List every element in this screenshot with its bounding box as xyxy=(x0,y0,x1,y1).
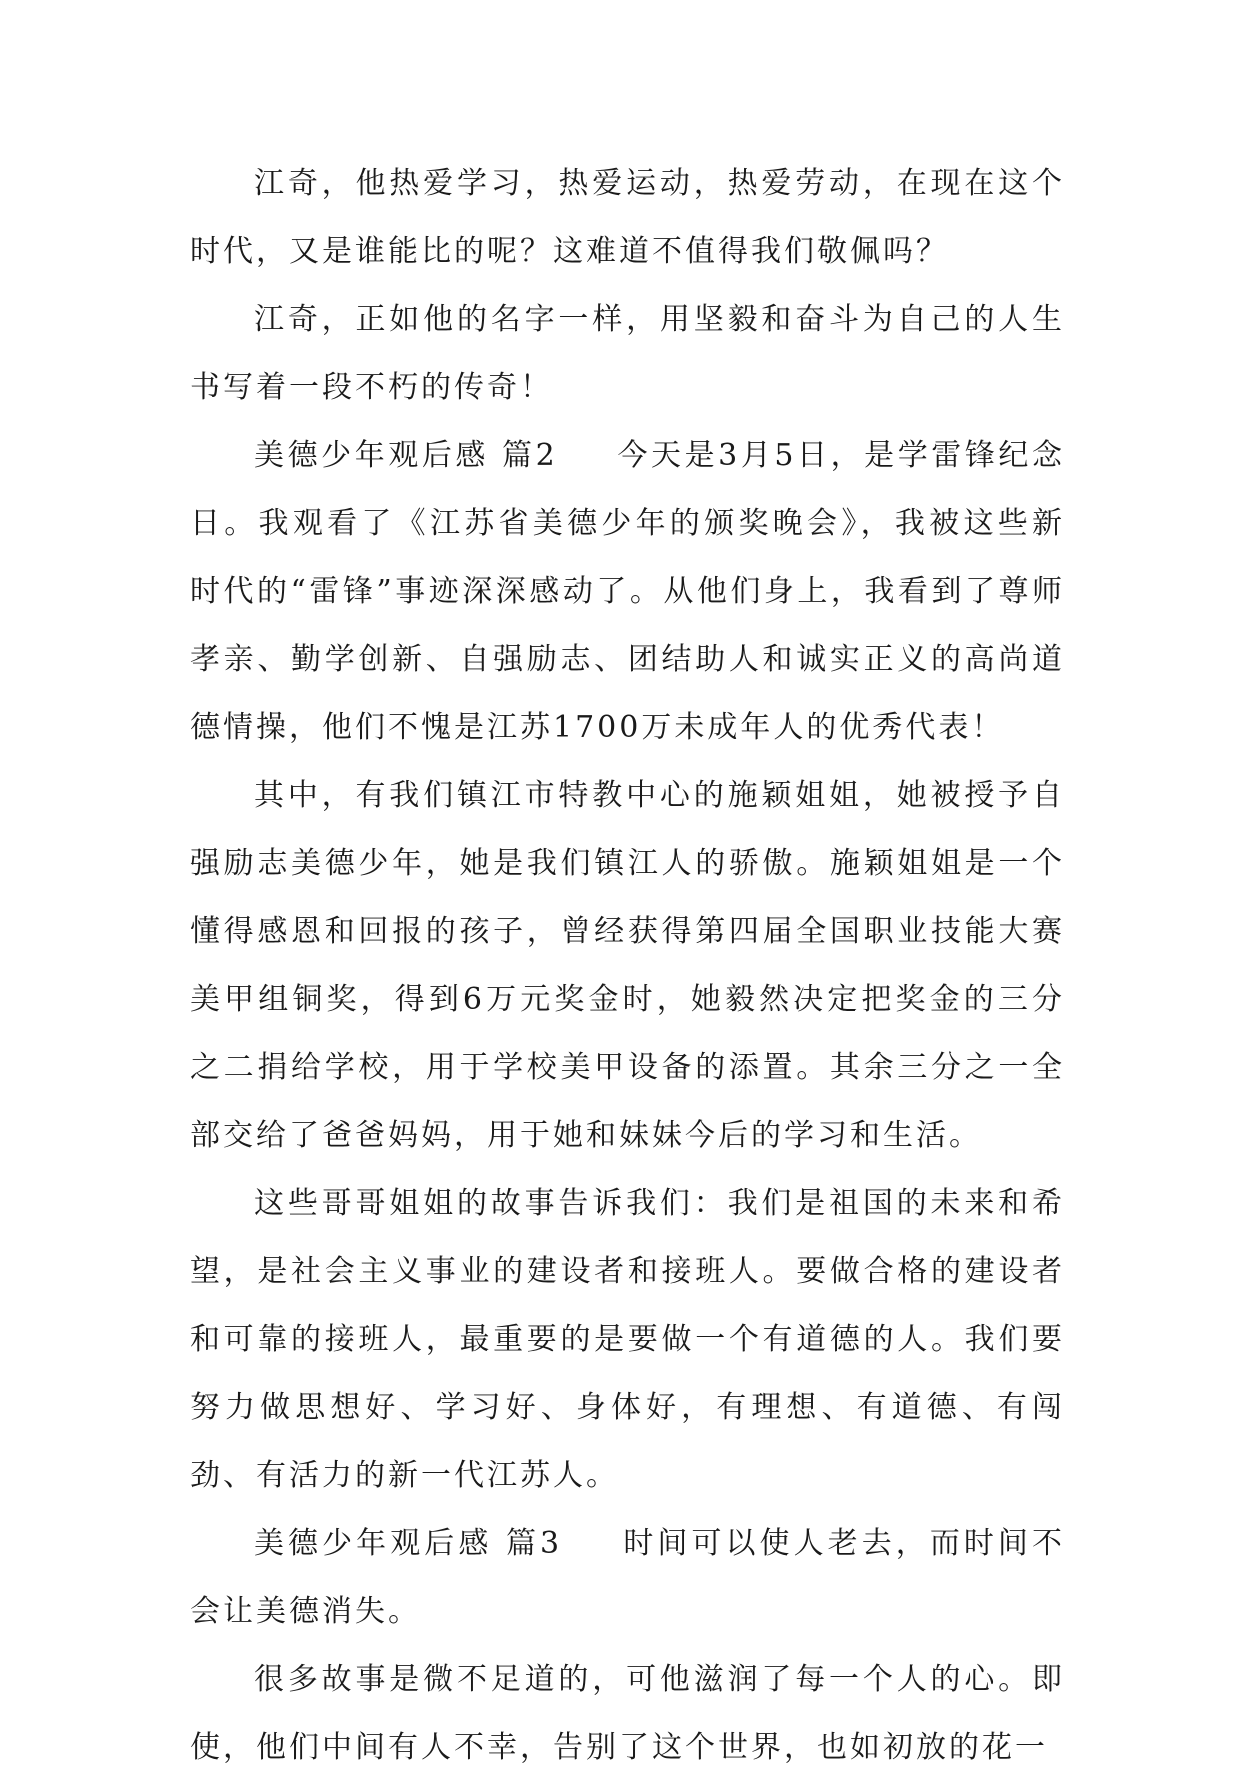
paragraph-6: 美德少年观后感 篇3 时间可以使人老去，而时间不会让美德消失。 xyxy=(190,1526,1065,1629)
paragraph-5: 这些哥哥姐姐的故事告诉我们：我们是祖国的未来和希望，是社会主义事业的建设者和接班人。要做合格的建设者和可靠的接班人，最重要的是要做一个有道德的人。我们要努力做思想好、学习好、身体好，有理想、有道德、有闯劲、有活力的新一代江苏人。 xyxy=(190,1186,1065,1493)
paragraph-4: 其中，有我们镇江市特教中心的施颖姐姐，她被授予自强励志美德少年，她是我们镇江人的骄傲。施颖姐姐是一个懂得感恩和回报的孩子，曾经获得第四届全国职业技能大赛美甲组铜奖，得到6万元奖金时，她毅然决定把奖金的三分之二捐给学校，用于学校美甲设备的添置。其余三分之一全部交给了爸爸妈妈，用于她和妹妹今后的学习和生活。 xyxy=(190,778,1065,1153)
paragraph-3: 美德少年观后感 篇2 今天是3月5日，是学雷锋纪念日。我观看了《江苏省美德少年的颁奖晚会》，我被这些新时代的“雷锋”事迹深深感动了。从他们身上，我看到了尊师孝亲、勤学创新、自强励志、团结助人和诚实正义的高尚道德情操，他们不愧是江苏1700万未成年人的优秀代表！ xyxy=(190,438,1065,745)
paragraph-2: 江奇，正如他的名字一样，用坚毅和奋斗为自己的人生书写着一段不朽的传奇！ xyxy=(190,302,1065,405)
paragraph-7: 很多故事是微不足道的，可他滋润了每一个人的心。即使，他们中间有人不幸，告别了这个世界，也如初放的花一 xyxy=(190,1662,1065,1765)
paragraph-1: 江奇，他热爱学习，热爱运动，热爱劳动，在现在这个时代，又是谁能比的呢？这难道不值得我们敬佩吗？ xyxy=(190,166,1065,269)
document-body xyxy=(190,150,1065,1782)
